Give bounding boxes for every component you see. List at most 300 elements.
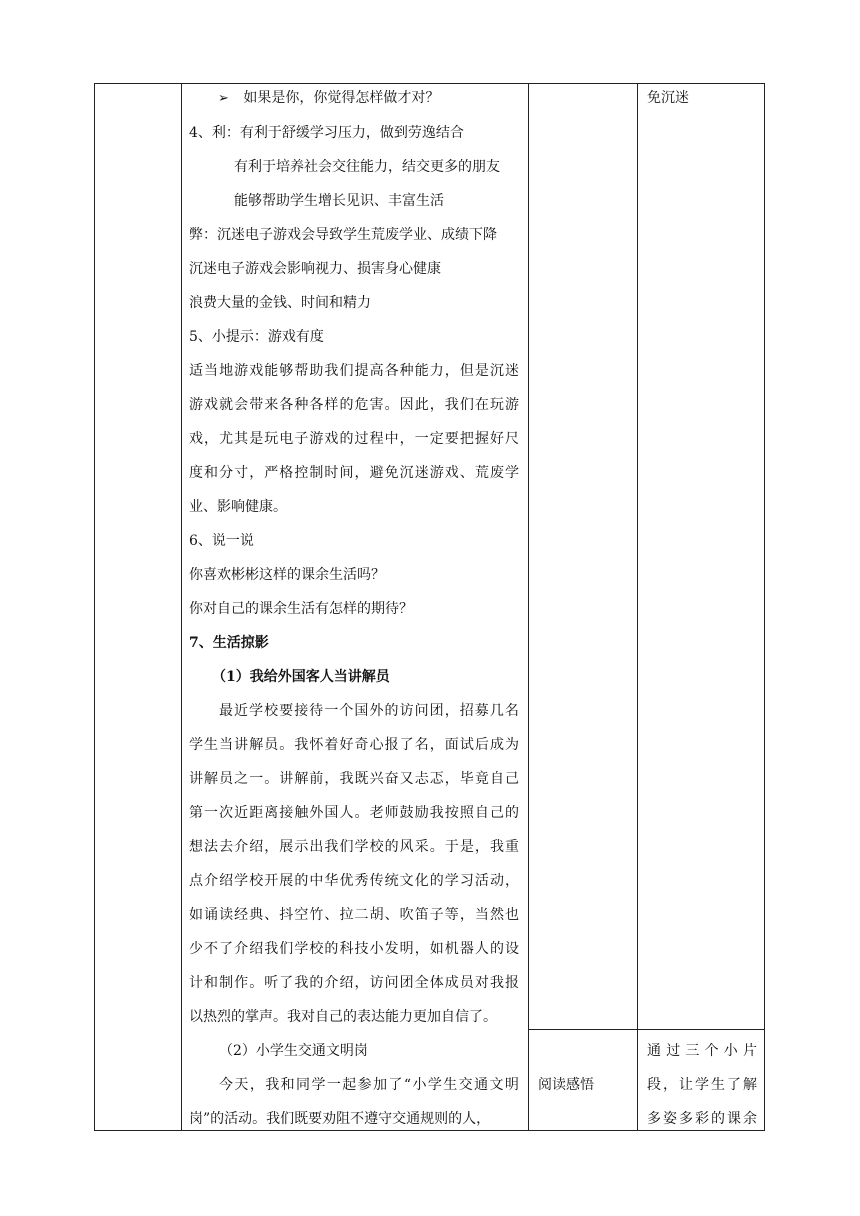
glyph: 、 xyxy=(459,465,474,481)
glyph: 尺 xyxy=(504,431,519,447)
glyph: 学 xyxy=(504,465,519,481)
glyph: 名 xyxy=(504,703,519,719)
glyph: 小 xyxy=(412,1077,427,1093)
glyph: 学 xyxy=(189,737,203,753)
glyph: 读 xyxy=(219,907,234,923)
glyph: 面 xyxy=(444,737,459,753)
item4-pro-2: 有利于培养社会交往能力，结交更多的朋友 xyxy=(234,159,500,175)
glyph: 避 xyxy=(369,465,384,481)
glyph: 多 xyxy=(679,1111,693,1127)
glyph: 能 xyxy=(264,363,279,379)
glyph: 鼓 xyxy=(399,805,414,821)
glyph: 之 xyxy=(234,771,249,787)
glyph: 的 xyxy=(384,703,399,719)
glyph: 着 xyxy=(324,737,339,753)
glyph: 作 xyxy=(234,975,249,991)
glyph: 访 xyxy=(369,975,384,991)
item5-line-4 xyxy=(189,463,519,483)
glyph: 典 xyxy=(249,907,264,923)
glyph: 时 xyxy=(324,465,339,481)
glyph: 。 xyxy=(264,771,279,787)
glyph: 游 xyxy=(309,431,324,447)
glyph: 、 xyxy=(384,907,399,923)
glyph: 个 xyxy=(339,703,354,719)
glyph: 戏 xyxy=(444,465,459,481)
glyph: 带 xyxy=(249,397,264,413)
glyph: 们 xyxy=(279,941,294,957)
activity-label: 阅读感悟 xyxy=(538,1077,594,1093)
glyph: 于 xyxy=(444,839,459,855)
story2-line-2: 岗”的活动。我们既要劝阻不遵守交通规则的人， xyxy=(189,1111,491,1127)
glyph: 玩 xyxy=(264,431,279,447)
glyph: 当 xyxy=(219,737,234,753)
item7-title: 7、生活掠影 xyxy=(189,635,269,651)
glyph: 各 xyxy=(309,397,324,413)
glyph: 习 xyxy=(459,873,474,889)
story1-line-4 xyxy=(189,803,519,823)
glyph: 触 xyxy=(294,805,309,821)
bullet-question: 如果是你，你觉得怎样做才对？ xyxy=(243,90,440,106)
story1-line-10: 以热烈的掌声。我对自己的表达能力更加自信了。 xyxy=(189,1009,497,1025)
glyph: 近 xyxy=(234,805,249,821)
glyph: 秀 xyxy=(354,873,369,889)
glyph: 想 xyxy=(189,839,203,855)
glyph: 了 xyxy=(727,1077,741,1093)
glyph: 戏 xyxy=(189,431,203,447)
glyph: 讲 xyxy=(189,771,203,787)
glyph: 距 xyxy=(249,805,264,821)
glyph: 制 xyxy=(309,465,324,481)
glyph: 游 xyxy=(189,397,203,413)
glyph: 力 xyxy=(429,363,444,379)
glyph: 介 xyxy=(234,839,249,855)
glyph: 了 xyxy=(388,1077,403,1093)
glyph: 成 xyxy=(444,975,459,991)
glyph: 帮 xyxy=(294,363,309,379)
glyph: 学 xyxy=(354,839,369,855)
glyph: 们 xyxy=(339,839,354,855)
glyph: 示 xyxy=(294,839,309,855)
glyph: 地 xyxy=(219,363,234,379)
glyph: 过 xyxy=(354,431,369,447)
glyph: 我 xyxy=(339,771,354,787)
glyph: 经 xyxy=(234,907,249,923)
glyph: 自 xyxy=(474,805,489,821)
glyph: 后 xyxy=(474,737,489,753)
glyph: 了 xyxy=(219,941,234,957)
glyph: 报 xyxy=(504,975,519,991)
glyph: 戏 xyxy=(324,431,339,447)
glyph: 己 xyxy=(504,771,519,787)
glyph: 员 xyxy=(459,975,474,991)
glyph: 的 xyxy=(294,873,309,889)
glyph: 。 xyxy=(429,839,444,855)
item6-question-1: 你喜欢彬彬这样的课余生活吗？ xyxy=(189,567,385,583)
glyph: 高 xyxy=(369,363,384,379)
glyph: 们 xyxy=(339,363,354,379)
glyph: 报 xyxy=(384,737,399,753)
glyph: 的 xyxy=(339,431,354,447)
glyph: 度 xyxy=(189,465,203,481)
glyph: 。 xyxy=(249,975,264,991)
glyph: 忑 xyxy=(429,771,444,787)
glyph: 其 xyxy=(234,431,249,447)
glyph: 是 xyxy=(249,431,264,447)
glyph: 程 xyxy=(369,431,384,447)
glyph: 游 xyxy=(504,397,519,413)
glyph: 各 xyxy=(384,363,399,379)
glyph: 励 xyxy=(414,805,429,821)
item4-title: 4、利：有利于舒缓学习压力，做到劳逸结合 xyxy=(189,125,464,141)
glyph: 心 xyxy=(369,737,384,753)
glyph: 的 xyxy=(504,805,519,821)
glyph: 当 xyxy=(474,907,489,923)
glyph: 奇 xyxy=(354,737,369,753)
glyph: 技 xyxy=(354,941,369,957)
glyph: 通 xyxy=(474,1077,489,1093)
glyph: ， xyxy=(204,431,219,447)
row-divider xyxy=(528,1029,765,1030)
glyph: 名 xyxy=(414,737,429,753)
bullet-line xyxy=(218,88,439,109)
glyph: 握 xyxy=(474,431,489,447)
glyph: 把 xyxy=(459,431,474,447)
glyph: ， xyxy=(354,465,369,481)
glyph: 戏 xyxy=(249,363,264,379)
glyph: 校 xyxy=(309,941,324,957)
glyph: 制 xyxy=(219,975,234,991)
glyph: 、 xyxy=(324,907,339,923)
glyph: 一 xyxy=(414,431,429,447)
glyph: 然 xyxy=(489,907,504,923)
glyph: 多 xyxy=(647,1111,661,1127)
glyph: 个 xyxy=(704,1043,719,1059)
glyph: ， xyxy=(249,1077,264,1093)
column-divider xyxy=(181,84,182,1130)
glyph: 校 xyxy=(264,703,279,719)
glyph: 姿 xyxy=(663,1111,677,1127)
glyph: 国 xyxy=(354,703,369,719)
glyph: 参 xyxy=(357,1077,372,1093)
glyph: 介 xyxy=(204,873,219,889)
glyph: 的 xyxy=(489,941,504,957)
glyph: 国 xyxy=(324,805,339,821)
glyph: 文 xyxy=(399,873,414,889)
glyph: 们 xyxy=(459,397,474,413)
glyph: 因 xyxy=(399,397,414,413)
glyph: 华 xyxy=(324,873,339,889)
glyph: 胡 xyxy=(369,907,384,923)
glyph: 解 xyxy=(249,737,264,753)
glyph: 但 xyxy=(459,363,474,379)
glyph: 种 xyxy=(399,363,414,379)
glyph: 过 xyxy=(666,1043,681,1059)
glyph: 沉 xyxy=(489,363,504,379)
glyph: 抖 xyxy=(279,907,294,923)
glyph: 校 xyxy=(369,839,384,855)
glyph: 和 xyxy=(204,975,219,991)
glyph: 外 xyxy=(369,703,384,719)
glyph: 几 xyxy=(489,703,504,719)
story1-line-2 xyxy=(189,735,519,755)
glyph: 近 xyxy=(234,703,249,719)
glyph: ， xyxy=(414,941,429,957)
glyph: 。 xyxy=(279,737,294,753)
glyph: 荒 xyxy=(474,465,489,481)
glyph: 风 xyxy=(399,839,414,855)
glyph: 我 xyxy=(489,975,504,991)
glyph: 段 xyxy=(647,1077,661,1093)
glyph: 兴 xyxy=(369,771,384,787)
glyph: 戏 xyxy=(204,397,219,413)
glyph: 竟 xyxy=(474,771,489,787)
glyph: 我 xyxy=(324,839,339,855)
glyph: 适 xyxy=(189,363,203,379)
glyph: 开 xyxy=(264,873,279,889)
glyph: 了 xyxy=(279,975,294,991)
glyph: 解 xyxy=(743,1077,757,1093)
glyph: 照 xyxy=(459,805,474,821)
glyph: 外 xyxy=(309,805,324,821)
glyph: ， xyxy=(444,771,459,787)
story1-line-3 xyxy=(189,769,519,789)
glyph: 种 xyxy=(294,397,309,413)
glyph: 吹 xyxy=(399,907,414,923)
item5-line-5: 业、影响健康。 xyxy=(189,499,287,515)
glyph: 如 xyxy=(429,941,444,957)
glyph: 片 xyxy=(742,1043,757,1059)
glyph: ， xyxy=(474,839,489,855)
glyph: 玩 xyxy=(489,397,504,413)
glyph: 的 xyxy=(324,941,339,957)
glyph: 我 xyxy=(444,397,459,413)
story1-title: （1）我给外国客人当讲解员 xyxy=(212,669,390,685)
glyph: 学 xyxy=(294,941,309,957)
story1-line-9 xyxy=(189,973,519,993)
glyph: ， xyxy=(429,397,444,413)
glyph: 绍 xyxy=(249,941,264,957)
item4-con-2: 沉迷电子游戏会影响视力、损害身心健康 xyxy=(189,261,441,277)
glyph: 迷 xyxy=(414,465,429,481)
glyph: 三 xyxy=(685,1043,700,1059)
glyph: 又 xyxy=(399,771,414,787)
glyph: 让 xyxy=(679,1077,693,1093)
glyph: 的 xyxy=(309,975,324,991)
glyph: 自 xyxy=(489,771,504,787)
glyph: 展 xyxy=(279,839,294,855)
glyph: 对 xyxy=(474,975,489,991)
glyph: 次 xyxy=(219,805,234,821)
glyph: 我 xyxy=(429,805,444,821)
glyph: 重 xyxy=(504,839,519,855)
glyph: 余 xyxy=(743,1111,757,1127)
glyph: 的 xyxy=(339,397,354,413)
glyph: 和 xyxy=(204,465,219,481)
glyph: ， xyxy=(354,975,369,991)
glyph: 采 xyxy=(414,839,429,855)
glyph: 等 xyxy=(444,907,459,923)
item5-line-3 xyxy=(189,429,519,449)
note-top: 免沉迷 xyxy=(647,90,689,106)
glyph: “ xyxy=(403,1077,412,1093)
glyph: 一 xyxy=(204,805,219,821)
glyph: 讲 xyxy=(279,771,294,787)
glyph: 能 xyxy=(414,363,429,379)
glyph: 动 xyxy=(489,873,504,889)
item4-pro-3: 能够帮助学生增长见识、丰富生活 xyxy=(234,193,444,209)
story2-title: （2）小学生交通文明岗 xyxy=(219,1043,368,1059)
glyph: 分 xyxy=(219,465,234,481)
glyph: 既 xyxy=(354,771,369,787)
glyph: 电 xyxy=(279,431,294,447)
glyph: 按 xyxy=(444,805,459,821)
story2-line-1 xyxy=(219,1075,519,1095)
glyph: 格 xyxy=(279,465,294,481)
glyph: 天 xyxy=(234,1077,249,1093)
glyph: 忐 xyxy=(414,771,429,787)
glyph: 够 xyxy=(279,363,294,379)
glyph: 奋 xyxy=(384,771,399,787)
glyph: 是 xyxy=(474,363,489,379)
glyph: 听 xyxy=(264,975,279,991)
glyph: 游 xyxy=(429,465,444,481)
glyph: 我 xyxy=(265,1077,280,1093)
item6-title: 6、说一说 xyxy=(189,533,254,549)
glyph: 文 xyxy=(489,1077,504,1093)
glyph: 控 xyxy=(294,465,309,481)
story1-line-7 xyxy=(189,905,519,925)
glyph: 绍 xyxy=(249,839,264,855)
glyph: 交 xyxy=(458,1077,473,1093)
glyph: 彩 xyxy=(695,1111,709,1127)
glyph: 绍 xyxy=(339,975,354,991)
glyph: 明 xyxy=(399,941,414,957)
glyph: 体 xyxy=(429,975,444,991)
glyph: 此 xyxy=(414,397,429,413)
glyph: 试 xyxy=(459,737,474,753)
glyph: 学 xyxy=(234,873,249,889)
glyph: 子 xyxy=(429,907,444,923)
glyph: 团 xyxy=(429,703,444,719)
glyph: 如 xyxy=(189,907,203,923)
glyph: 器 xyxy=(459,941,474,957)
glyph: 好 xyxy=(339,737,354,753)
glyph: 要 xyxy=(279,703,294,719)
glyph: 优 xyxy=(339,873,354,889)
glyph: 学 xyxy=(444,873,459,889)
glyph: 离 xyxy=(264,805,279,821)
item6-question-2: 你对自己的课余生活有怎样的期待？ xyxy=(189,601,413,617)
glyph: 学 xyxy=(695,1077,709,1093)
column-divider xyxy=(528,84,529,1130)
glyph: 计 xyxy=(189,975,203,991)
glyph: 和 xyxy=(280,1077,295,1093)
glyph: 拉 xyxy=(339,907,354,923)
glyph: 我 xyxy=(294,737,309,753)
glyph: 游 xyxy=(234,363,249,379)
glyph: ， xyxy=(249,465,264,481)
glyph: ， xyxy=(264,839,279,855)
item5-line-2 xyxy=(189,395,519,415)
glyph: 是 xyxy=(459,839,474,855)
glyph: 活 xyxy=(474,873,489,889)
glyph: 严 xyxy=(264,465,279,481)
glyph: 今 xyxy=(219,1077,233,1093)
glyph: ， xyxy=(399,431,414,447)
glyph: ， xyxy=(444,703,459,719)
glyph: 化 xyxy=(414,873,429,889)
arrow-bullet-icon: ➢ xyxy=(218,91,229,106)
glyph: 。 xyxy=(354,805,369,821)
glyph: 来 xyxy=(264,397,279,413)
note-bottom-line-1 xyxy=(647,1041,757,1061)
glyph: 起 xyxy=(342,1077,357,1093)
glyph: 团 xyxy=(399,975,414,991)
glyph: 迷 xyxy=(504,363,519,379)
glyph: 讲 xyxy=(234,737,249,753)
glyph: 也 xyxy=(504,907,519,923)
glyph: 助 xyxy=(309,363,324,379)
glyph: ， xyxy=(429,737,444,753)
glyph: 我 xyxy=(324,363,339,379)
glyph: 沉 xyxy=(399,465,414,481)
glyph: 会 xyxy=(234,397,249,413)
glyph: 小 xyxy=(369,941,384,957)
glyph: 前 xyxy=(309,771,324,787)
glyph: 竹 xyxy=(309,907,324,923)
glyph: 寸 xyxy=(234,465,249,481)
glyph: 生 xyxy=(711,1077,725,1093)
glyph: 加 xyxy=(373,1077,388,1093)
glyph: 一 xyxy=(326,1077,341,1093)
note-bottom-line-3 xyxy=(647,1109,757,1129)
glyph: 发 xyxy=(384,941,399,957)
glyph: 危 xyxy=(354,397,369,413)
glyph: 废 xyxy=(489,465,504,481)
glyph: 员 xyxy=(219,771,234,787)
glyph: 一 xyxy=(324,703,339,719)
glyph: 。 xyxy=(384,397,399,413)
glyph: 明 xyxy=(504,1077,519,1093)
glyph: 人 xyxy=(339,805,354,821)
column-divider xyxy=(637,84,638,1130)
glyph: 校 xyxy=(249,873,264,889)
glyph: 、 xyxy=(264,907,279,923)
glyph: 提 xyxy=(354,363,369,379)
glyph: 小 xyxy=(723,1043,738,1059)
glyph: 解 xyxy=(204,771,219,787)
glyph: 好 xyxy=(489,431,504,447)
glyph: 怀 xyxy=(309,737,324,753)
glyph: 在 xyxy=(474,397,489,413)
glyph: 学 xyxy=(249,703,264,719)
glyph: 二 xyxy=(354,907,369,923)
story1-line-8 xyxy=(189,939,519,959)
glyph: 统 xyxy=(384,873,399,889)
glyph: 不 xyxy=(204,941,219,957)
glyph: 接 xyxy=(279,805,294,821)
glyph: 笛 xyxy=(414,907,429,923)
glyph: 子 xyxy=(294,431,309,447)
glyph: 课 xyxy=(727,1111,741,1127)
glyph: 去 xyxy=(219,839,234,855)
glyph: 我 xyxy=(489,839,504,855)
glyph: 介 xyxy=(234,941,249,957)
glyph: 出 xyxy=(309,839,324,855)
glyph: 一 xyxy=(249,771,264,787)
glyph: 的 xyxy=(711,1111,725,1127)
glyph: 了 xyxy=(399,737,414,753)
